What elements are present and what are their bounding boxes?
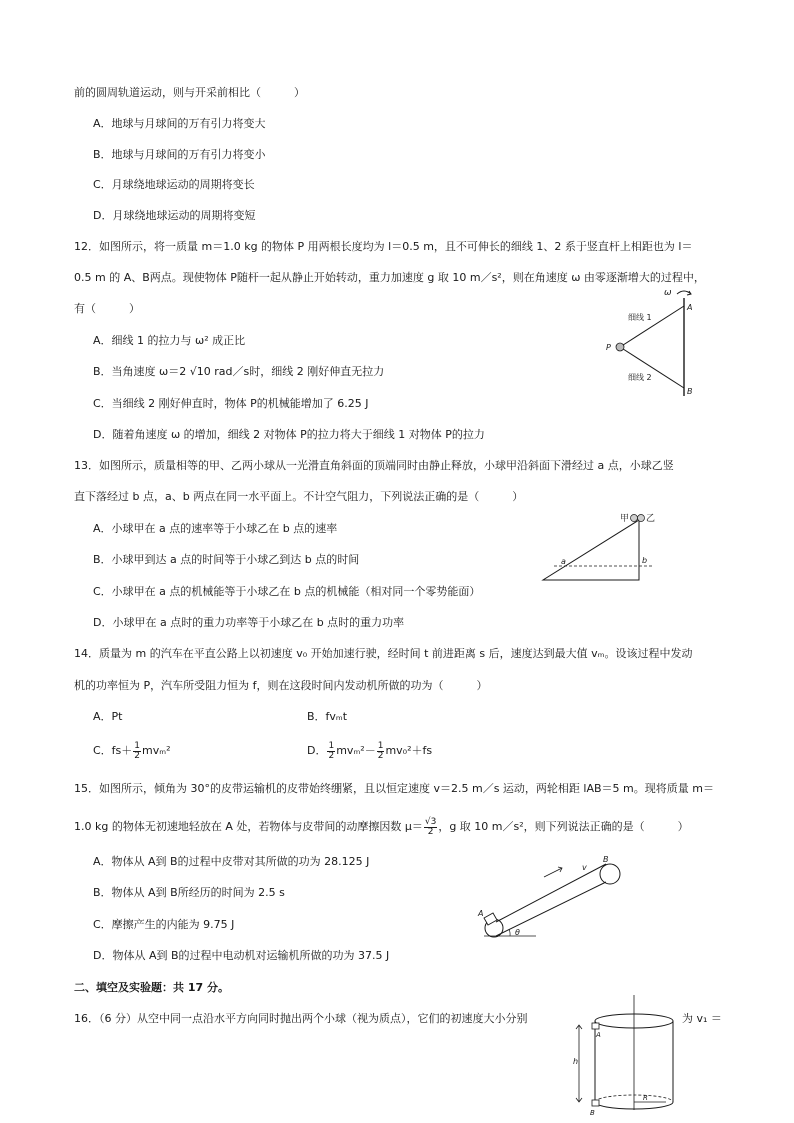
q11-option-b: B．地球与月球间的万有引力将变小 [93,148,266,161]
q15-stem-line2-prefix: 1.0 kg 的物体无初速地轻放在 A 处，若物体与皮带间的动摩擦因数 μ＝ [74,820,423,833]
h-label: h [573,1057,579,1066]
fraction-mu: $\frac{√3}{2}$ [424,816,437,837]
q14-option-d-mid: mvₘ²－ [336,744,376,757]
fraction-half: $\frac{1}{2}$ [328,740,335,761]
q15-stem-line1: 15．如图所示，倾角为 30°的皮带运输机的皮带始终绷紧，且以恒定速度 v＝2.5 m／s 运动，两轮相距 lAB＝5 m。现将质量 m＝ [74,782,714,795]
q12-stem-line2: 0.5 m 的 A、B两点。现使物体 P随杆一起从静止开始转动，重力加速度 g 取 10 m／s²，则在角速度 ω 由零逐渐增大的过程中， [74,271,705,284]
point-a-marker [592,1023,599,1029]
q14-option-c-tail: mvₘ² [142,744,171,757]
q12-stem-line1: 12．如图所示，将一质量 m＝1.0 kg 的物体 P 用两根长度均为 l＝0.5 m，且不可伸长的细线 1、2 系于竖直杆上相距也为 l＝ [74,240,693,253]
q12-figure [598,284,708,400]
q14-stem-line2: 机的功率恒为 P，汽车所受阻力恒为 f，则在这段时间内发动机所做的功为（ ） [74,679,488,692]
object-p [616,343,624,351]
velocity-arrow-icon [544,868,562,877]
q12-option-b: B．当角速度 ω＝2 √10 rad／s时，细线 2 刚好伸直无拉力 [93,365,385,378]
pulley-b [600,864,620,884]
point-a-label: A [478,909,484,918]
q16-figure [570,992,675,1118]
point-b-label: B [603,855,609,864]
q12-option-a: A．细线 1 的拉力与 ω² 成正比 [93,334,246,347]
q14-option-d-tail: mv₀²＋fs [385,744,433,757]
q15-figure [476,852,626,944]
point-a-label: a [561,557,566,566]
r-label: R [643,1094,648,1102]
q14-option-d [307,738,432,764]
q12-option-c: C．当细线 2 刚好伸直时，物体 P的机械能增加了 6.25 J [93,397,369,410]
right-triangle-incline [543,520,639,580]
q11-stem-tail: 前的圆周轨道运动，则与开采前相比（ ） [74,86,305,99]
q13-option-a: A．小球甲在 a 点的速率等于小球乙在 b 点的速率 [93,522,338,535]
q16-stem-line1-tail: 为 v₁ ＝ [682,1012,722,1025]
q13-option-d: D．小球甲在 a 点时的重力功率等于小球乙在 b 点时的重力功率 [93,616,405,629]
q15-option-b: B．物体从 A到 B所经历的时间为 2.5 s [93,886,285,899]
q11-option-a: A．地球与月球间的万有引力将变大 [93,117,266,130]
q13-option-b: B．小球甲到达 a 点的时间等于小球乙到达 b 点的时间 [93,553,360,566]
q11-option-d: D．月球绕地球运动的周期将变短 [93,209,256,222]
q15-option-d: D．物体从 A到 B的过程中电动机对运输机所做的功为 37.5 J [93,949,390,962]
q11-option-c: C．月球绕地球运动的周期将变长 [93,178,255,191]
q13-figure [538,508,660,584]
q15-option-a: A．物体从 A到 B的过程中皮带对其所做的功为 28.125 J [93,855,370,868]
section-2-heading: 二、填空及实验题：共 17 分。 [74,981,229,994]
ball-yi [638,515,645,522]
point-b-label: B [590,1109,595,1117]
q14-option-b: B．fvₘt [307,710,348,723]
fraction-half: $\frac{1}{2}$ [134,740,141,761]
point-p-label: P [606,343,611,352]
q14-option-d-prefix: D． [307,744,327,757]
point-b-marker [592,1100,599,1106]
velocity-label: v [582,863,587,872]
q13-stem-line1: 13．如图所示，质量相等的甲、乙两小球从一光滑直角斜面的顶端同时由静止释放，小球甲沿斜面下滑经过 a 点，小球乙竖 [74,459,674,472]
q14-option-a: A．Pt [93,710,123,723]
q12-stem-line3: 有（ ） [74,302,140,315]
point-b-label: B [687,387,693,396]
q15-stem-line2 [74,814,689,840]
belt-top [496,864,606,922]
q12-option-d: D．随着角速度 ω 的增加，细线 2 对物体 P的拉力将大于细线 1 对物体 P的拉力 [93,428,485,441]
label-yi: 乙 [646,514,656,524]
theta-label: θ [515,928,520,937]
q13-option-c: C．小球甲在 a 点的机械能等于小球乙在 b 点的机械能（相对同一个零势能面） [93,585,481,598]
fraction-half: $\frac{1}{2}$ [377,740,384,761]
q13-stem-line2: 直下落经过 b 点，a、b 两点在同一水平面上。不计空气阻力，下列说法正确的是（ ） [74,490,524,503]
string-1-label: 细线 1 [628,313,652,322]
q14-option-c [93,738,171,764]
omega-label: ω [664,288,672,298]
point-a-label: A [596,1031,601,1039]
belt-bottom [496,882,606,936]
q15-option-c: C．摩擦产生的内能为 9.75 J [93,918,235,931]
point-a-label: A [687,303,693,312]
q15-stem-line2-tail: ，g 取 10 m／s²，则下列说法正确的是（ ） [438,820,689,833]
q16-stem-line1: 16．（6 分）从空中同一点沿水平方向同时抛出两个小球（视为质点），它们的初速度大小分别 [74,1012,528,1025]
string-2-label: 细线 2 [628,373,652,382]
angle-arc [509,929,510,936]
point-b-label: b [642,556,648,565]
q14-option-c-prefix: C．fs＋ [93,744,133,757]
label-jia: 甲 [620,514,630,524]
q14-stem-line1: 14．质量为 m 的汽车在平直公路上以初速度 v₀ 开始加速行驶，经时间 t 前进距离 s 后，速度达到最大值 vₘ。设该过程中发动 [74,647,693,660]
ball-jia [631,515,638,522]
